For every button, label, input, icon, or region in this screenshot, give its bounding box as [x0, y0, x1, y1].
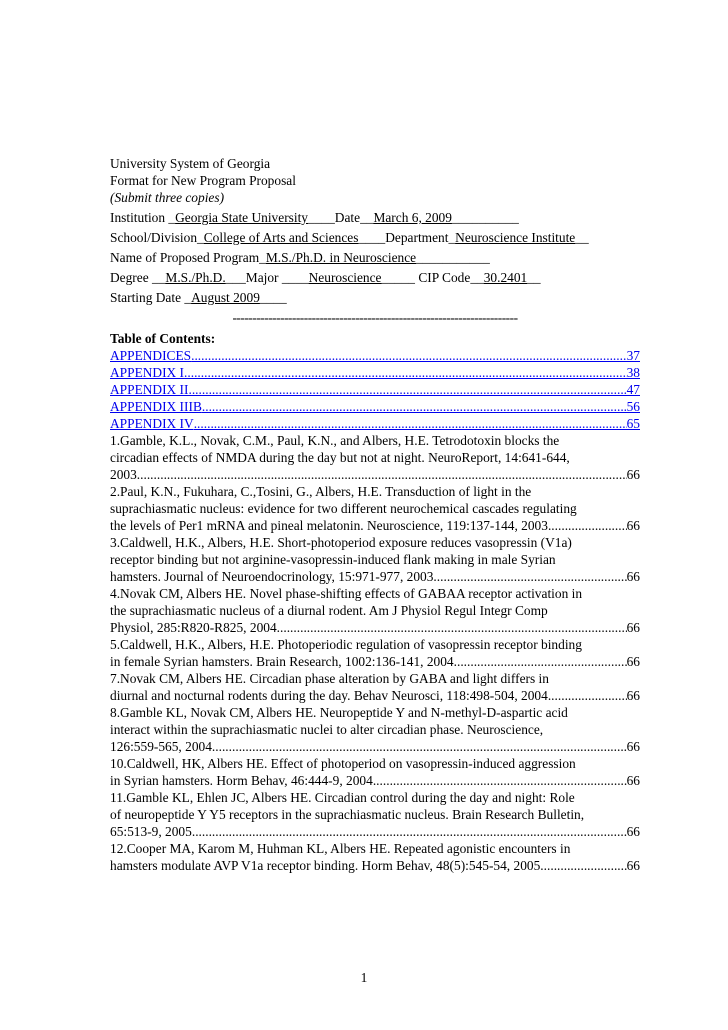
toc-entry-line: 2.Paul, K.N., Fukuhara, C.,Tosini, G., Albers, H.E. Transduction of light in the — [110, 484, 532, 499]
toc-link-page[interactable]: 37 — [626, 348, 640, 363]
toc-entry-line: suprachiasmatic nucleus: evidence for two different neurochemical cascades regulating — [110, 501, 577, 516]
org-title: University System of Georgia — [110, 156, 271, 171]
toc-entry — [110, 755, 640, 789]
toc-link-4[interactable] — [110, 398, 640, 415]
toc-link-page[interactable]: 56 — [626, 399, 640, 414]
toc-leader-dots — [194, 415, 627, 432]
toc-entry — [110, 534, 640, 585]
toc-leader-dots — [540, 857, 626, 874]
program-value: M.S./Ph.D. in Neuroscience — [265, 250, 417, 265]
toc-link-title[interactable]: APPENDIX II — [110, 382, 189, 397]
toc-leader-dots — [202, 398, 627, 415]
toc-leader-dots — [551, 687, 626, 704]
toc-leader-dots — [137, 466, 627, 483]
document-page — [110, 155, 640, 874]
toc-entry — [110, 840, 640, 874]
toc-leader-dots — [191, 347, 627, 364]
toc-entry-last-line — [110, 857, 640, 874]
toc-entry-text: the levels of Per1 mRNA and pineal melatonin. Neuroscience, 119:137-144, 2003 — [110, 518, 548, 533]
institution-line: Institution _Georgia State University____Date__March 6, 2009__________ — [110, 210, 519, 225]
toc-entry-page: 66 — [626, 654, 640, 669]
school-value: College of Arts and Sciences — [203, 230, 359, 245]
toc-entry-text: hamsters. Journal of Neuroendocrinology, 15:971-977, 2003 — [110, 569, 434, 584]
toc-entry-page: 66 — [626, 518, 640, 533]
toc-entry-text: 126:559-565, 2004. — [110, 739, 216, 754]
program-line: Name of Proposed Program_M.S./Ph.D. in Neuroscience___________ — [110, 250, 490, 265]
toc-link-page[interactable]: 47 — [626, 382, 640, 397]
toc-entry-line: the suprachiasmatic nucleus of a diurnal rodent. Am J Physiol Regul Integr Comp — [110, 603, 548, 618]
toc-entry-last-line — [110, 517, 640, 534]
toc-leader-dots — [454, 653, 627, 670]
toc-entry — [110, 789, 640, 840]
divider: ------------------------------------------------------------------------ — [232, 310, 518, 325]
degree-value: M.S./Ph.D. — [165, 270, 226, 285]
cip-value: 30.2401 — [483, 270, 528, 285]
toc-link-page[interactable]: 38 — [626, 365, 640, 380]
toc-entry-line: 1.Gamble, K.L., Novak, C.M., Paul, K.N., and Albers, H.E. Tetrodotoxin blocks the — [110, 433, 560, 448]
toc-entry-line: receptor binding but not arginine-vasopressin-induced flank making in male Syrian — [110, 552, 556, 567]
toc-leader-dots — [188, 381, 626, 398]
toc-entry-last-line — [110, 619, 640, 636]
toc-entry-text: hamsters modulate AVP V1a receptor binding. Horm Behav, 48(5):545-54, 2005 — [110, 858, 541, 873]
toc-link-title[interactable]: APPENDIX IIIB — [110, 399, 202, 414]
toc-entry-last-line — [110, 823, 640, 840]
toc-leader-dots — [548, 517, 627, 534]
toc-entry-last-line — [110, 772, 640, 789]
toc-entry-line: 3.Caldwell, H.K., Albers, H.E. Short-photoperiod exposure reduces vasopressin (V1a) — [110, 535, 572, 550]
toc-entry — [110, 636, 640, 670]
toc-heading: Table of Contents: — [110, 331, 216, 346]
major-value: Neuroscience — [308, 270, 382, 285]
toc-entry-line: 5.Caldwell, H.K., Albers, H.E. Photoperiodic regulation of vasopressin receptor binding — [110, 637, 582, 652]
toc-entry-line: 8.Gamble KL, Novak CM, Albers HE. Neuropeptide Y and N-methyl-D-aspartic acid — [110, 705, 568, 720]
toc-entry-line: of neuropeptide Y Y5 receptors in the suprachiasmatic nucleus. Brain Research Bulletin, — [110, 807, 585, 822]
toc-leader-dots — [215, 738, 626, 755]
toc-entry — [110, 704, 640, 755]
starting-date-line: Starting Date _August 2009____ — [110, 290, 287, 305]
toc-entry-page: 66 — [626, 688, 640, 703]
toc-entries — [110, 432, 640, 874]
starting-date-value: August 2009 — [191, 290, 260, 305]
school-line: School/Division_College of Arts and Sciences____Department_Neuroscience Institute__ — [110, 230, 589, 245]
toc-entry-last-line — [110, 466, 640, 483]
toc-link-5[interactable] — [110, 415, 640, 432]
toc-entry-line: 10.Caldwell, HK, Albers HE. Effect of photoperiod on vasopressin-induced aggression — [110, 756, 576, 771]
toc-entry-text: 65:513-9, 2005. — [110, 824, 196, 839]
toc-links — [110, 347, 640, 432]
page-number: 1 — [360, 970, 368, 985]
toc-entry-line: 11.Gamble KL, Ehlen JC, Albers HE. Circadian control during the day and night: Role — [110, 790, 575, 805]
date-value: March 6, 2009 — [373, 210, 452, 225]
toc-entry-page: 66 — [626, 569, 640, 584]
toc-entry-line: 7.Novak CM, Albers HE. Circadian phase alteration by GABA and light differs in — [110, 671, 549, 686]
toc-entry-last-line — [110, 653, 640, 670]
toc-entry-text: Physiol, 285:R820-R825, 2004. — [110, 620, 281, 635]
toc-link-title[interactable]: APPENDICES — [110, 348, 192, 363]
toc-entry — [110, 483, 640, 534]
toc-entry-text: diurnal and nocturnal rodents during the day. Behav Neurosci, 118:498-504, 2004. — [110, 688, 552, 703]
toc-entry — [110, 432, 640, 483]
toc-leader-dots — [373, 772, 627, 789]
toc-leader-dots — [280, 619, 627, 636]
toc-entry-page: 66 — [626, 467, 640, 482]
toc-entry-last-line — [110, 568, 640, 585]
institution-value: Georgia State University — [175, 210, 308, 225]
toc-entry-page: 66 — [626, 773, 640, 788]
toc-entry-page: 66 — [626, 824, 640, 839]
toc-entry-page: 66 — [626, 739, 640, 754]
toc-entry — [110, 670, 640, 704]
toc-entry-last-line — [110, 687, 640, 704]
toc-entry-text: in female Syrian hamsters. Brain Research, 1002:136-141, 2004 — [110, 654, 454, 669]
degree-line: Degree __M.S./Ph.D.___Major ____Neuroscience_____ CIP Code__30.2401__ — [110, 270, 541, 285]
toc-link-1[interactable] — [110, 347, 640, 364]
toc-entry-page: 66 — [626, 858, 640, 873]
submit-note: (Submit three copies) — [110, 190, 225, 205]
toc-entry-text: 2003 — [110, 467, 137, 482]
toc-entry-page: 66 — [626, 620, 640, 635]
toc-entry-line: 12.Cooper MA, Karom M, Huhman KL, Albers HE. Repeated agonistic encounters in — [110, 841, 571, 856]
toc-link-2[interactable] — [110, 364, 640, 381]
form-title: Format for New Program Proposal — [110, 173, 296, 188]
toc-link-title[interactable]: APPENDIX IV — [110, 416, 194, 431]
toc-leader-dots — [184, 364, 627, 381]
toc-leader-dots — [433, 568, 626, 585]
toc-entry-last-line — [110, 738, 640, 755]
toc-entry — [110, 585, 640, 636]
toc-link-page[interactable]: 65 — [626, 416, 640, 431]
toc-entry-line: circadian effects of NMDA during the day but not at night. NeuroReport, 14:641-644, — [110, 450, 570, 465]
toc-entry-line: interact within the suprachiasmatic nuclei to alter circadian phase. Neuroscience, — [110, 722, 544, 737]
toc-entry-text: in Syrian hamsters. Horm Behav, 46:444-9, 2004 — [110, 773, 373, 788]
toc-link-3[interactable] — [110, 381, 640, 398]
department-value: Neuroscience Institute — [455, 230, 576, 245]
toc-leader-dots — [195, 823, 626, 840]
toc-entry-line: 4.Novak CM, Albers HE. Novel phase-shifting effects of GABAA receptor activation in — [110, 586, 583, 601]
toc-link-title[interactable]: APPENDIX I — [110, 365, 185, 380]
